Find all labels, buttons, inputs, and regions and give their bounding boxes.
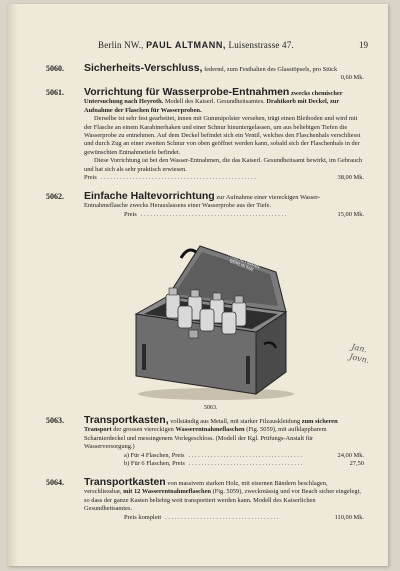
item-number: 5063. — [46, 416, 64, 425]
page-header — [98, 40, 378, 50]
item-number: 5062. — [46, 192, 64, 201]
price-label: Preis — [84, 174, 97, 182]
option-b-price: 27,50 — [349, 460, 364, 468]
item-description-rest: (Fig. 5059), mit aufklappbarem Scharnierdeckel und messingenem Vorlegeschloss. (Modell der Kgl. Prüfungs-Anstalt für Wasserversorgung.) — [84, 426, 327, 451]
option-a-label: a) Für 4 Flaschen, Preis — [124, 451, 185, 459]
figure-caption: 5063. — [204, 405, 218, 411]
transport-box-illustration — [126, 244, 296, 404]
item-price: 0,60 Mk. — [340, 74, 364, 82]
option-b-label: b) Für 6 Flaschen, Preis — [124, 460, 185, 468]
item-price: 15,00 Mk. — [337, 210, 364, 218]
item-number: 5061. — [46, 88, 64, 97]
price-label: Preis — [124, 210, 137, 218]
item-description: federnd, zum Festhalten des Glasstöpsels, pro Stück — [204, 66, 338, 73]
item-highlight: zum sicheren Transport — [84, 418, 338, 434]
header-city: Berlin NW., — [98, 40, 144, 50]
item-description: von massivem starken Holz, mit eisernen Bändern beschlagen, verschliessbar, — [84, 480, 328, 496]
item-number: 5064. — [46, 478, 64, 487]
price-label: Preis komplett — [124, 513, 162, 521]
header-company-name: PAUL ALTMANN, — [146, 40, 227, 50]
option-a-price: 24,00 Mk. — [337, 451, 364, 459]
entry-5061: 5061. Vorrichtung für Wasserprobe-Entnahmen zwecks chemischer Untersuchung nach Heyroth. Modell des Kaiserl. Gesundheitsamtes. Drahtkorb mit Deckel, zur Aufnahme der Flaschen für Wasserproben. Derselbe ist sehr fest gearbeitet, innen mit Gummipolster versehen, trägt einen Bleiboden und wird mit der Flasche an einem Karabinerhaken und einer Schnur hinuntergelassen, um aus beliebigen Tiefen die Wasserprobe zu entnehmen. Auf dem Deckel befindet sich ein Ventil, welches den Flaschenhals verschliesst und durch Zug an einer zweiten Schnur von oben geöffnet werden kann, sobald sich der Flaschenhals in der gewünschten Entnahmetiefe befindet. Diese Vorrichtung ist bei den Wasser-Entnahmen, die das Kaiserl. Gesundheitsamt bewirkt, im Gebrauch und hat sich als sehr praktisch erwiesen. Preis . . . . . . . . . . . . . . . . . . . . . . . . . . . . . . . . . . . . . . . . . . . . . . . . . 38,00 Mk. — [46, 86, 364, 182]
item-description: vollständig aus Metall, mit starker Filzauskleidung — [170, 418, 301, 425]
lid-inscription: PAUL ALTMANN BERLIN NW. — [227, 252, 261, 273]
entry-5060 — [46, 64, 366, 86]
item-number: 5060. — [46, 64, 64, 73]
item-price: 38,00 Mk. — [337, 174, 364, 182]
item-model: Modell des Kaiserl. Gesundheitsamtes. — [164, 98, 265, 106]
item-price: 110,00 Mk. — [334, 513, 364, 521]
entry-5063: 5063. Transportkasten, vollständig aus Metall, mit starker Filzauskleidung zum sicheren Transport der grossen viereckigen Wasserentnahmeflaschen (Fig. 5059), mit aufklappbarem Scharnierdeckel und messingenem Vorlegeschloss. (Modell der Kgl. Prüfungs-Anstalt für Wasserversorgung.) a) Für 4 Flaschen, Preis . . . . . . . . . . . . . . . . . . . . . . . . . . . . . . . . . . . . 24,00 Mk. b) Für 6 Flaschen, Preis . . . . . . . . . . . . . . . . . . . . . . . . . . . . . . . . . . . . 27,50 — [46, 414, 364, 468]
item-title: Transportkasten — [84, 476, 166, 488]
item-description-rest: (Fig. 5059), zweckmässig und vor Beach sicher eingelegt, so dass der ganze Kasten beliebig weit transportiert werden kann. Modell des Kaiserlichen Gesundheitsamtes. — [84, 488, 361, 513]
item-title: Einfache Haltevorrichtung — [84, 190, 215, 202]
item-title: Sicherheits-Verschluss, — [84, 62, 203, 74]
handwritten-note: Jan. Jovn. — [348, 342, 371, 366]
catalog-page — [8, 4, 388, 566]
page-gutter — [8, 4, 18, 566]
item-paragraph: Diese Vorrichtung ist bei den Wasser-Entnahmen, die das Kaiserl. Gesundheitsamt bewirkt, im Gebrauch und hat sich als sehr praktisch erwiesen. — [84, 157, 363, 173]
item-description-mid: der grossen viereckigen — [113, 426, 174, 434]
entry-5062: 5062. Einfache Haltevorrichtung zur Aufnahme einer viereckigen Wasser-Entnahmeflasche zwecks Herauslassens einer Wasserprobe aus der Tiefe. Preis . . . . . . . . . . . . . . . . . . . . . . . . . . . . . . . . . . . . . . . . . . . . . . 15,00 Mk. — [46, 190, 364, 218]
header-address: Luisenstrasse 47. — [228, 40, 294, 50]
item-description: zur Aufnahme einer viereckigen Wasser-Entnahmeflasche zwecks Herauslassens einer Wasserprobe aus der Tiefe. — [84, 194, 321, 210]
item-subtitle-detail: Drahtkorb mit Deckel, zur Aufnahme der Flaschen für Wasserproben. — [84, 98, 340, 114]
page-number: 19 — [359, 40, 368, 50]
item-highlight: Wasserentnahmeflaschen — [175, 426, 245, 434]
item-highlight: mit 12 Wasserentnahmeflaschen — [123, 488, 211, 496]
entry-5064: 5064. Transportkasten von massivem starken Holz, mit eisernen Bändern beschlagen, verschliessbar, mit 12 Wasserentnahmeflaschen (Fig. 5059), zweckmässig und vor Beach sicher eingelegt, so dass der ganze Kasten beliebig weit transportiert werden kann. Modell des Kaiserlichen Gesundheitsamtes. Preis komplett . . . . . . . . . . . . . . . . . . . . . . . . . . . . . . . . . . . . 110,00 Mk. — [46, 476, 364, 521]
item-paragraph: Derselbe ist sehr fest gearbeitet, innen mit Gummipolster versehen, trägt einen Bleiboden und wird mit der Flasche an einem Karabinerhaken und einer Schnur hinuntergelassen, um aus beliebigen Tiefen die Wasserprobe zu entnehmen. Auf dem Deckel befindet sich ein Ventil, welches den Flaschenhals verschliesst und durch Zug an einer zweiten Schnur von oben geöffnet werden kann, sobald sich der Flaschenhals in der gewünschten Entnahmetiefe befindet. — [84, 115, 361, 156]
item-title: Transportkasten, — [84, 414, 169, 426]
item-subtitle: zwecks chemischer Untersuchung nach Heyroth. — [84, 90, 343, 106]
item-title: Vorrichtung für Wasserprobe-Entnahmen — [84, 86, 290, 98]
